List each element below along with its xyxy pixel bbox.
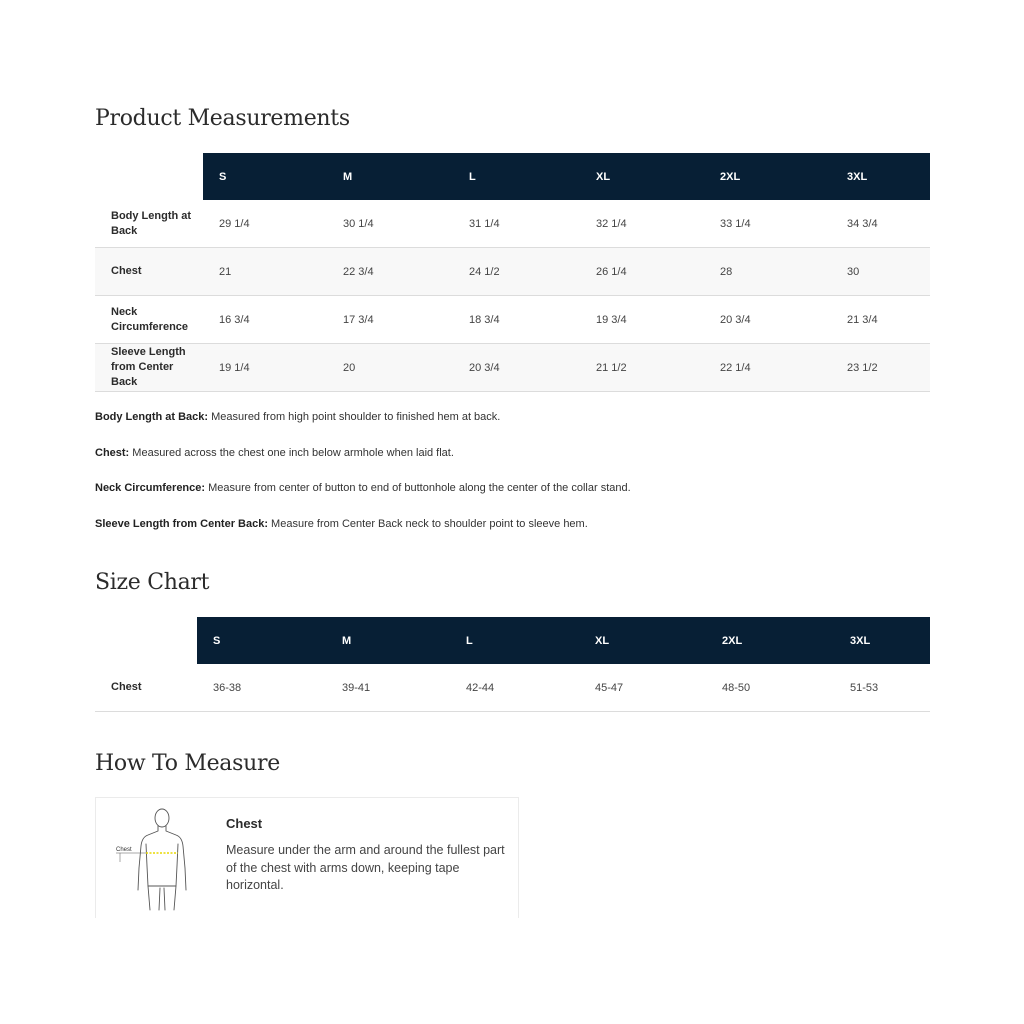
- table-cell: 48-50: [706, 664, 834, 712]
- note-text: Measured from high point shoulder to finished hem at back.: [208, 411, 501, 423]
- table-cell: 22 3/4: [327, 248, 453, 296]
- measure-card-description: Measure under the arm and around the fullest part of the chest with arms down, keeping tape horizontal.: [226, 843, 505, 892]
- table-cell: 20: [327, 344, 453, 392]
- note-text: Measure from center of button to end of buttonhole along the center of the collar stand.: [205, 482, 631, 494]
- table-cell: 21 1/2: [580, 344, 704, 392]
- table-cell: 21 3/4: [831, 296, 930, 344]
- table-cell: 24 1/2: [453, 248, 580, 296]
- table-row: [95, 296, 930, 344]
- table-cell: 19 1/4: [203, 344, 327, 392]
- note-term: Sleeve Length from Center Back:: [95, 517, 268, 530]
- size-header-2xl: 2XL: [706, 617, 834, 664]
- table-cell: 32 1/4: [580, 200, 704, 248]
- table-cell: 21: [203, 248, 327, 296]
- row-label-chest: Chest: [95, 248, 203, 296]
- row-label-body-length: Body Length at Back: [95, 200, 203, 248]
- size-header-2xl: 2XL: [704, 153, 831, 200]
- size-header-3xl: 3XL: [834, 617, 930, 664]
- product-measurements-title: Product Measurements: [95, 106, 350, 131]
- table-row: [95, 248, 930, 296]
- body-outline-icon: [108, 806, 206, 916]
- table-cell: 17 3/4: [327, 296, 453, 344]
- measurement-notes: [95, 409, 930, 551]
- figure-label: Chest: [116, 847, 132, 853]
- size-chart-title: Size Chart: [95, 570, 210, 595]
- note-term: Body Length at Back:: [95, 411, 209, 423]
- table-cell: 30: [831, 248, 930, 296]
- table-cell: 51-53: [834, 664, 930, 712]
- size-header-l: L: [450, 617, 579, 664]
- row-label-neck: Neck Circumference: [95, 296, 203, 344]
- table-cell: 29 1/4: [203, 200, 327, 248]
- measure-card-title: Chest: [226, 816, 263, 831]
- size-header-m: M: [326, 617, 450, 664]
- size-chart-table: [95, 617, 930, 712]
- size-header-3xl: 3XL: [831, 153, 930, 200]
- header-blank-cell: [95, 617, 197, 664]
- table-cell: 31 1/4: [453, 200, 580, 248]
- table-cell: 39-41: [326, 664, 450, 712]
- table-cell: 16 3/4: [203, 296, 327, 344]
- how-to-measure-title: How To Measure: [95, 751, 280, 776]
- row-label-sleeve: Sleeve Length from Center Back: [95, 344, 203, 392]
- table-cell: 20 3/4: [453, 344, 580, 392]
- table-header-row: [95, 617, 930, 664]
- note-sleeve: [95, 516, 930, 532]
- product-measurements-table: [95, 153, 930, 392]
- table-cell: 42-44: [450, 664, 579, 712]
- table-cell: 36-38: [197, 664, 326, 712]
- size-header-s: S: [203, 153, 327, 200]
- row-label-chest: Chest: [95, 664, 197, 712]
- note-term: Neck Circumference:: [95, 482, 206, 494]
- header-blank-cell: [95, 153, 203, 200]
- table-cell: 19 3/4: [580, 296, 704, 344]
- size-header-m: M: [327, 153, 453, 200]
- size-header-xl: XL: [580, 153, 704, 200]
- note-chest: [95, 445, 930, 461]
- table-row: [95, 344, 930, 392]
- table-cell: 23 1/2: [831, 344, 930, 392]
- note-text: Measured across the chest one inch below armhole when laid flat.: [129, 446, 454, 459]
- note-body-length: [95, 409, 930, 425]
- table-cell: 20 3/4: [704, 296, 831, 344]
- table-cell: 34 3/4: [831, 200, 930, 248]
- note-term: Chest:: [95, 446, 130, 459]
- note-neck: [95, 480, 930, 496]
- table-header-row: [95, 153, 930, 200]
- size-header-l: L: [453, 153, 580, 200]
- table-cell: 28: [704, 248, 831, 296]
- table-cell: 30 1/4: [327, 200, 453, 248]
- table-cell: 22 1/4: [704, 344, 831, 392]
- size-header-s: S: [197, 617, 326, 664]
- table-cell: 45-47: [579, 664, 706, 712]
- table-cell: 18 3/4: [453, 296, 580, 344]
- table-row: [95, 664, 930, 712]
- note-text: Measure from Center Back neck to shoulder point to sleeve hem.: [268, 517, 588, 530]
- measure-card-chest: [95, 797, 519, 918]
- table-cell: 33 1/4: [704, 200, 831, 248]
- size-header-xl: XL: [579, 617, 706, 664]
- table-cell: 26 1/4: [580, 248, 704, 296]
- table-row: [95, 200, 930, 248]
